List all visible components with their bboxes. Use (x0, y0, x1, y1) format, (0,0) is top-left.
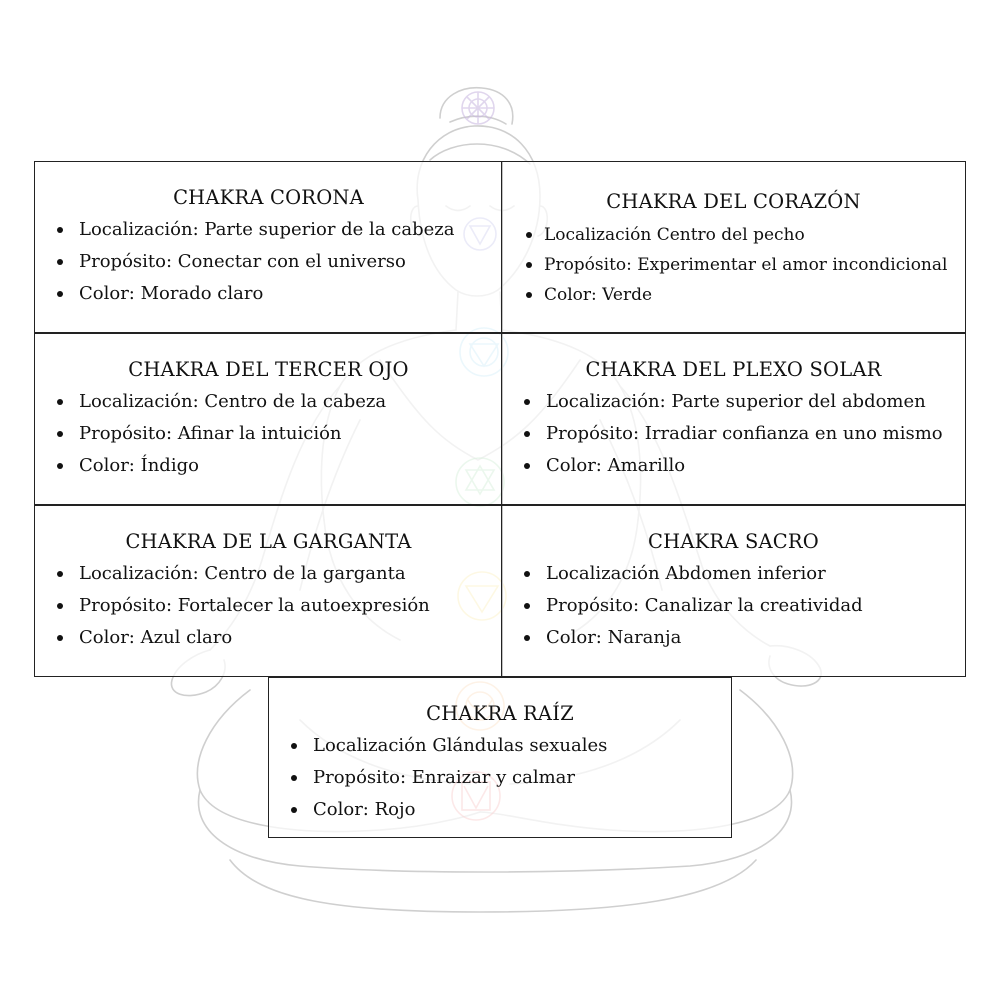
card-list (269, 730, 731, 826)
list-item: Localización Glándulas sexuales (269, 730, 731, 762)
card-list (502, 220, 965, 310)
chakra-card-plexo-solar (501, 333, 966, 505)
card-title: CHAKRA RAÍZ (426, 702, 574, 725)
chakra-card-corona (34, 161, 503, 333)
card-title: CHAKRA DE LA GARGANTA (125, 530, 412, 553)
card-title: CHAKRA SACRO (648, 530, 819, 553)
card-title: CHAKRA CORONA (173, 186, 364, 209)
list-item: Color: Verde (502, 280, 965, 310)
list-item: Color: Amarillo (502, 450, 965, 482)
card-list (502, 558, 965, 654)
list-item: Propósito: Afinar la intuición (35, 418, 502, 450)
card-title: CHAKRA DEL PLEXO SOLAR (585, 358, 882, 381)
card-list (35, 386, 502, 482)
list-item: Localización: Parte superior del abdomen (502, 386, 965, 418)
list-item: Color: Naranja (502, 622, 965, 654)
chakra-card-tercer-ojo (34, 333, 503, 505)
card-title: CHAKRA DEL TERCER OJO (128, 358, 409, 381)
list-item: Localización Abdomen inferior (502, 558, 965, 590)
chakra-card-raiz (268, 677, 732, 838)
list-item: Color: Azul claro (35, 622, 502, 654)
card-list (502, 386, 965, 482)
list-item: Color: Morado claro (35, 278, 502, 310)
list-item: Propósito: Canalizar la creatividad (502, 590, 965, 622)
chakra-card-corazon (501, 161, 966, 333)
list-item: Propósito: Enraizar y calmar (269, 762, 731, 794)
chakra-card-sacro (501, 505, 966, 677)
list-item: Localización Centro del pecho (502, 220, 965, 250)
crown-chakra-icon (462, 92, 494, 124)
list-item: Propósito: Irradiar confianza en uno mismo (502, 418, 965, 450)
chakra-card-garganta (34, 505, 503, 677)
list-item: Localización: Parte superior de la cabeza (35, 214, 502, 246)
list-item: Localización: Centro de la garganta (35, 558, 502, 590)
card-list (35, 214, 502, 310)
card-title: CHAKRA DEL CORAZÓN (606, 190, 861, 213)
list-item: Color: Rojo (269, 794, 731, 826)
list-item: Localización: Centro de la cabeza (35, 386, 502, 418)
list-item: Propósito: Fortalecer la autoexpresión (35, 590, 502, 622)
list-item: Color: Índigo (35, 450, 502, 482)
list-item: Propósito: Experimentar el amor incondicional (502, 250, 965, 280)
card-list (35, 558, 502, 654)
list-item: Propósito: Conectar con el universo (35, 246, 502, 278)
